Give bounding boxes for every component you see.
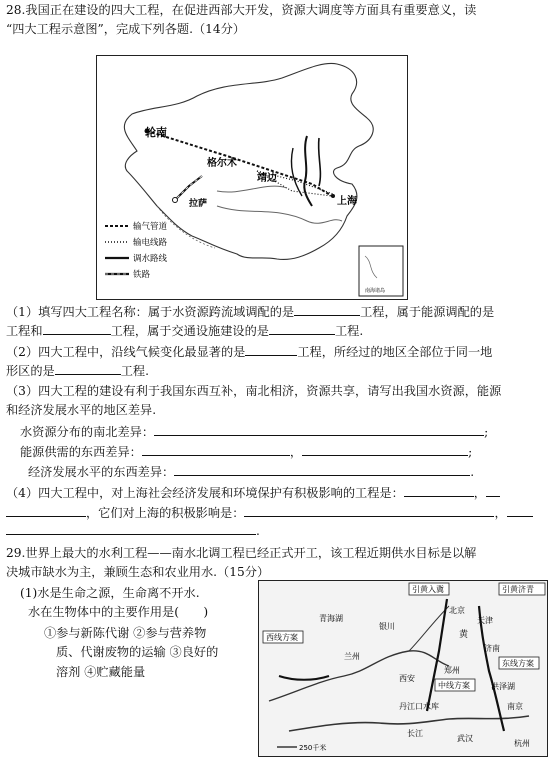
label-hangzhou: 杭州 bbox=[514, 739, 530, 748]
label-qinghaihu: 青海湖 bbox=[319, 614, 343, 623]
label-huanghe: 黄 bbox=[459, 630, 469, 640]
label-zhengzhou: 郑州 bbox=[444, 666, 460, 675]
q28-s2-line2: 形区的是 工程. bbox=[6, 364, 149, 378]
q28-s3-line2: 和经济发展水平的地区差异. bbox=[6, 403, 157, 417]
map-label-lasa: 拉萨 bbox=[189, 199, 208, 209]
q29-opt-line3: 溶剂 ④贮藏能量 bbox=[56, 665, 146, 679]
label-danjiangkou: 丹江口水库 bbox=[399, 702, 439, 711]
q29-s1-line1: (1)水是生命之源，生命离不开水. bbox=[20, 586, 200, 600]
label-scale: 250千米 bbox=[299, 744, 327, 752]
q28-s1-line1: （1）填写四大工程名称：属于水资源跨流域调配的是 工程，属于能源调配的是 bbox=[6, 305, 495, 319]
label-lanzhou: 兰州 bbox=[344, 652, 360, 661]
south-north-water-map bbox=[258, 580, 548, 757]
map-legend bbox=[105, 221, 168, 280]
map-label-jingbian: 靖边 bbox=[257, 173, 277, 184]
label-hongzehu: 洪泽湖 bbox=[491, 682, 515, 691]
legend-railway: 铁路 bbox=[133, 270, 151, 280]
label-changjiang: 长江 bbox=[407, 729, 423, 738]
label-yinhuang-ji-qing: 引黄济青 bbox=[502, 585, 534, 594]
q29-intro-line2: 决城市缺水为主，兼顾生态和农业用水.（15分） bbox=[6, 565, 270, 579]
q29-opt-line1: ①参与新陈代谢 ②参与营养物 bbox=[44, 626, 207, 640]
inset-label: 南海诸岛 bbox=[365, 288, 386, 294]
label-xian: 西安 bbox=[399, 674, 415, 683]
label-yinshui-ru-ji: 引黄入冀 bbox=[412, 585, 444, 594]
q28-s3-line1: （3）四大工程的建设有利于我国东西互补，南北相济，资源共享，请写出我国水资源，能源 bbox=[6, 384, 502, 398]
q29-intro-line1: 29.世界上最大的水利工程——南水北调工程已经正式开工，该工程近期供水目标是以解 bbox=[6, 546, 477, 560]
legend-gas: 输气管道 bbox=[133, 222, 168, 232]
legend-power: 输电线路 bbox=[133, 238, 168, 248]
map-label-lunnan: 轮南 bbox=[145, 126, 167, 139]
q28-s1-line2: 工程和 工程，属于交通设施建设的是 工程. bbox=[6, 324, 364, 338]
label-xixian: 西线方案 bbox=[266, 633, 298, 642]
label-dongxian: 东线方案 bbox=[502, 659, 534, 668]
q28-s3-econ: 经济发展水平的东西差异： . bbox=[28, 465, 475, 479]
q28-s4-line1: （4）四大工程中，对上海社会经济发展和环境保护有积极影响的工程是： ， bbox=[6, 484, 500, 503]
legend-water: 调水路线 bbox=[133, 254, 168, 264]
map-label-geermu: 格尔木 bbox=[207, 158, 237, 169]
q28-s3-water: 水资源分布的南北差异： ; bbox=[20, 425, 489, 439]
q28-intro-line2: “四大工程示意图”，完成下列各题.（14分） bbox=[6, 22, 246, 36]
label-zhongxian: 中线方案 bbox=[438, 681, 470, 690]
q28-s4-line3: . bbox=[6, 522, 260, 541]
q28-s4-line2: ，它们对上海的积极影响是： ， bbox=[6, 504, 533, 523]
label-beijing: 北京 bbox=[449, 606, 465, 615]
label-nanjing: 南京 bbox=[507, 702, 523, 711]
q29-s1-line2: 水在生物体中的主要作用是( ) bbox=[28, 605, 209, 619]
q28-intro-line1: 28.我国正在建设的四大工程，在促进西部大开发，资源大调度等方面具有重要意义，读 bbox=[6, 3, 477, 17]
label-jinan: 济南 bbox=[484, 644, 500, 653]
q28-s2-line1: （2）四大工程中，沿线气候变化最显著的是 工程，所经过的地区全部位于同一地 bbox=[6, 345, 493, 359]
q29-opt-line2: 质、代谢废物的运输 ③良好的 bbox=[56, 645, 219, 659]
map-label-shanghai: 上海 bbox=[337, 196, 357, 207]
label-yinchuan: 银川 bbox=[379, 622, 395, 631]
four-projects-map bbox=[96, 55, 408, 300]
q28-s3-energy: 能源供需的东西差异： ， ; bbox=[20, 445, 473, 459]
label-tianjin: 天津 bbox=[477, 616, 493, 625]
label-wuhan: 武汉 bbox=[457, 734, 473, 743]
